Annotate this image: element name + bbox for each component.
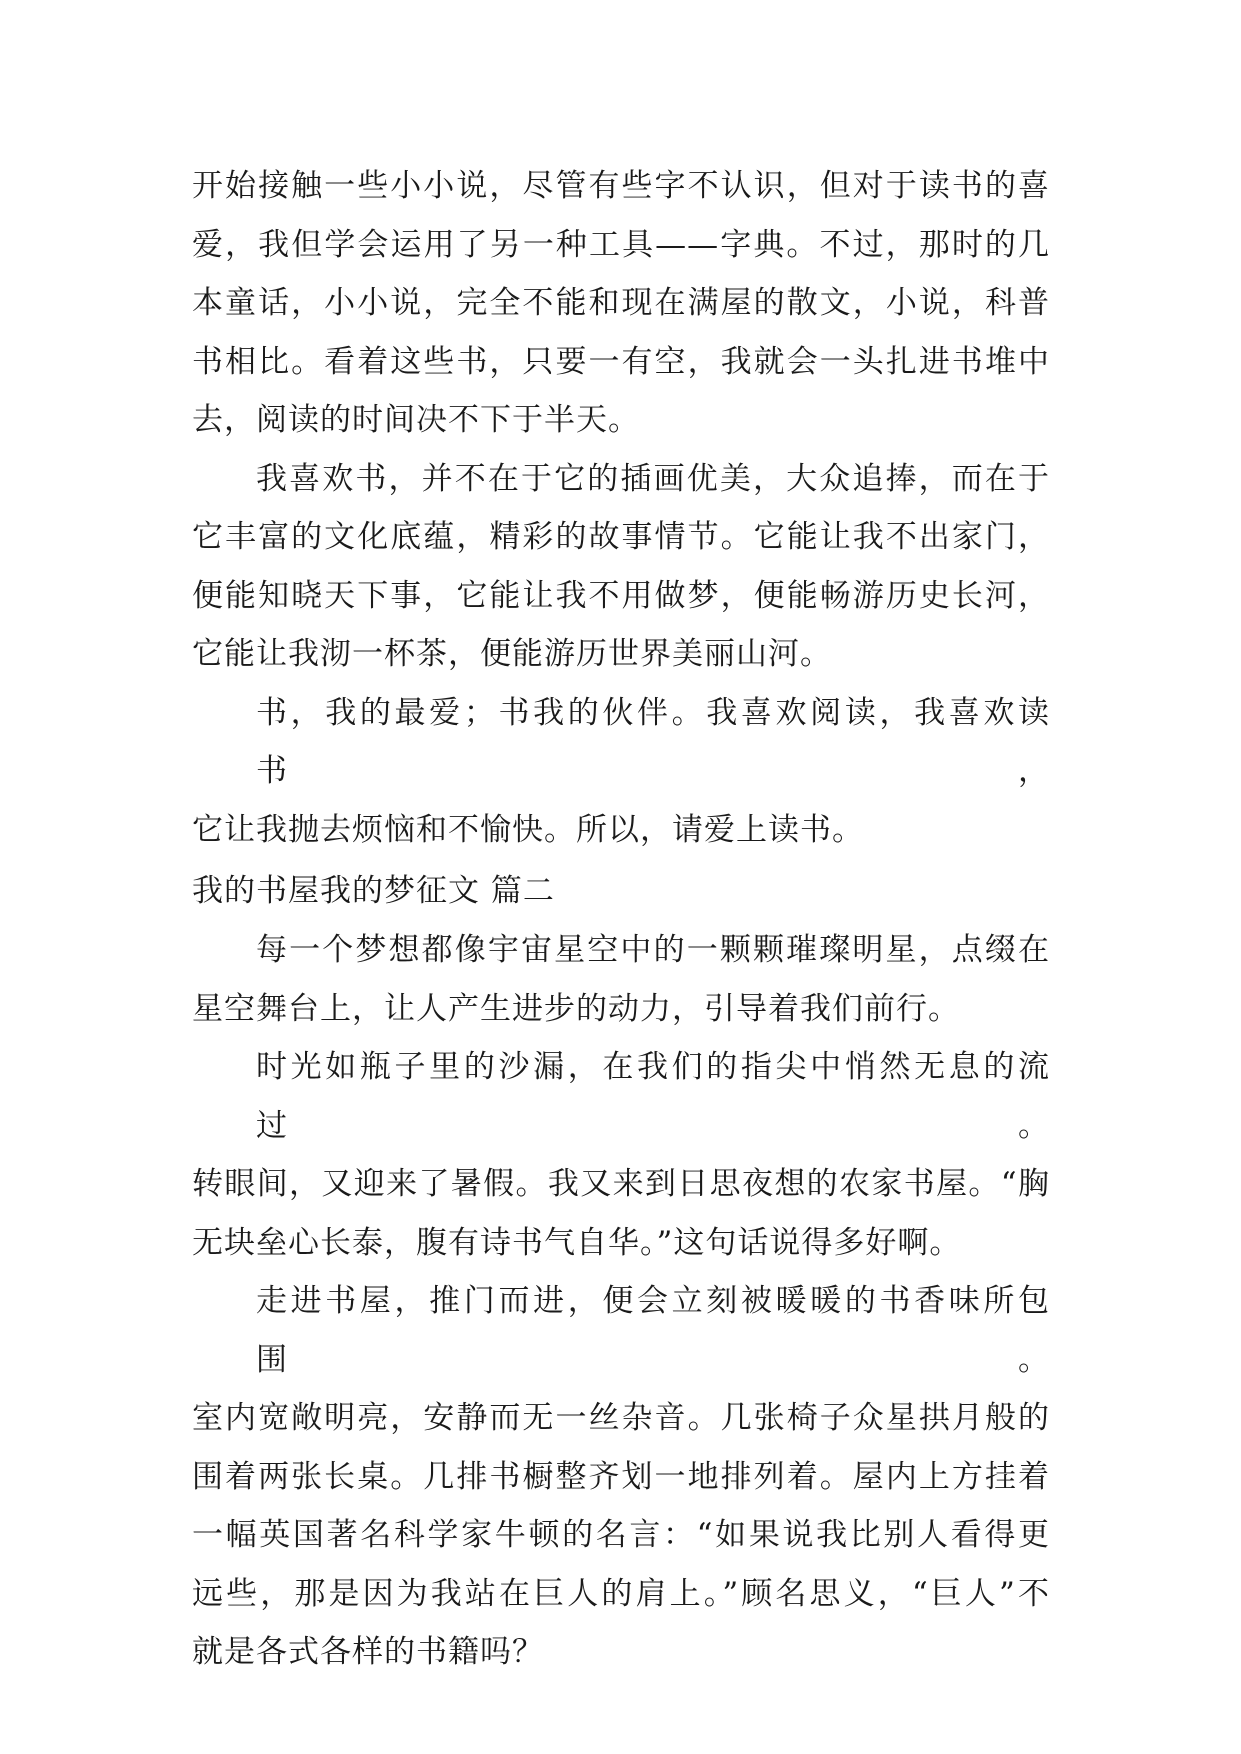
paragraph-first-line: 时光如瓶子里的沙漏，在我们的指尖中悄然无息的流过。 (256, 1049, 1050, 1144)
paragraph-line: 转眼间，又迎来了暑假。我又来到日思夜想的农家书屋。“胸 (192, 1166, 1050, 1202)
paragraph-first-line: 每一个梦想都像宇宙星空中的一颗颗璀璨明星，点缀在 (256, 932, 1050, 968)
paragraph-line: 围着两张长桌。几排书橱整齐划一地排列着。屋内上方挂着 (192, 1458, 1050, 1495)
paragraph-line: 它能让我沏一杯茶，便能游历世界美丽山河。 (192, 636, 832, 672)
paragraph-line: 它让我抛去烦恼和不愉快。所以，请爱上读书。 (192, 811, 864, 848)
paragraph-line: 爱，我但学会运用了另一种工具——字典。不过，那时的几 (192, 226, 1050, 263)
paragraph-line: 无块垒心长泰，腹有诗书气自华。”这句话说得多好啊。 (192, 1224, 962, 1261)
paragraph-first-line: 走进书屋，推门而进，便会立刻被暖暖的书香味所包围。 (256, 1283, 1050, 1378)
paragraph-line: 就是各式各样的书籍吗？ (192, 1634, 544, 1670)
paragraph-line: 它丰富的文化底蕴，精彩的故事情节。它能让我不出家门， (192, 519, 1050, 555)
paragraph-line: 便能知晓天下事，它能让我不用做梦，便能畅游历史长河， (192, 577, 1050, 614)
paragraph-line: 本童话，小小说，完全不能和现在满屋的散文，小说，科普 (192, 285, 1050, 321)
section-two-body (192, 921, 1050, 1682)
paragraph-line: 远些，那是因为我站在巨人的肩上。”顾名思义，“巨人”不 (192, 1575, 1050, 1612)
paragraph-line: 室内宽敞明亮，安静而无一丝杂音。几张椅子众星拱月般的 (192, 1400, 1050, 1436)
paragraph-line: 开始接触一些小小说，尽管有些字不认识，但对于读书的喜 (192, 168, 1050, 204)
paragraph-first-line: 我喜欢书，并不在于它的插画优美，大众追捧，而在于 (256, 460, 1050, 497)
paragraph-line: 书相比。看着这些书，只要一有空，我就会一头扎进书堆中 (192, 343, 1050, 380)
paragraph-line: 星空舞台上，让人产生进步的动力，引导着我们前行。 (192, 990, 960, 1027)
section-heading: 我的书屋我的梦征文 篇二 (192, 873, 555, 909)
paragraph-first-line: 书，我的最爱；书我的伙伴。我喜欢阅读，我喜欢读书， (256, 694, 1050, 789)
section-heading-block (192, 862, 1050, 921)
paragraph-line: 一幅英国著名科学家牛顿的名言：“如果说我比别人看得更 (192, 1517, 1050, 1553)
paragraph-line: 去，阅读的时间决不下于半天。 (192, 402, 640, 438)
section-one-body (192, 157, 1050, 859)
